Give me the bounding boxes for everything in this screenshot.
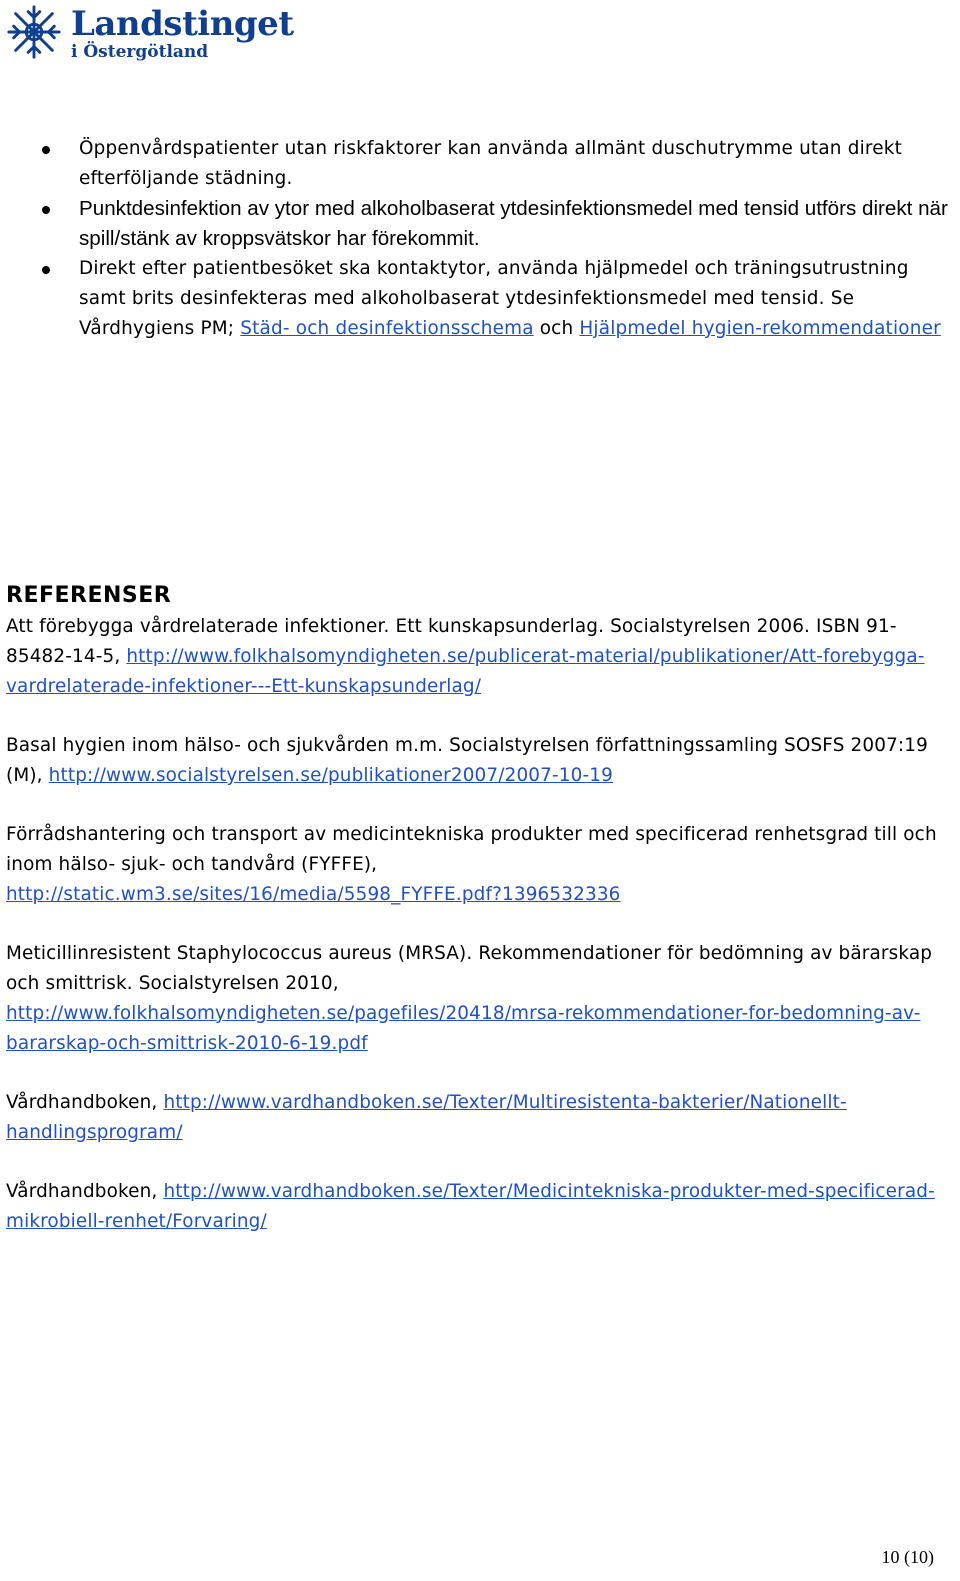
list-item <box>0 134 960 194</box>
bullet-text: Direkt efter patientbesöket ska kontaktytor, använda hjälpmedel och träningsutrustning samt brits desinfekteras med alkoholbaserat ytdesinfektionsmedel med tensid. Se Vårdhygiens PM; <box>79 258 909 339</box>
logo-region: i Östergötland <box>71 42 209 62</box>
reference-item <box>6 820 954 910</box>
link-aids-hygiene-recommendations[interactable]: Hjälpmedel hygien-rekommendationer <box>579 318 941 339</box>
reference-item <box>6 731 954 791</box>
reference-text: Att förebygga vårdrelaterade infektioner. Ett kunskapsunderlag. Socialstyrelsen 2006. ISBN 91-85482-14-5, <box>6 616 897 667</box>
list-item <box>0 254 960 344</box>
reference-item <box>6 612 954 702</box>
reference-text: Förrådshantering och transport av medicintekniska produkter med specificerad renhetsgrad till och inom hälso- sjuk- och tandvård (FYFFE), <box>6 824 937 875</box>
link-cleaning-schedule[interactable]: Städ- och desinfektionsschema <box>240 318 534 339</box>
references-section <box>6 580 954 1266</box>
bullet-list <box>0 134 960 344</box>
bullet-text: Punktdesinfektion av ytor med alkoholbaserat ytdesinfektionsmedel med tensid utförs direkt när spill/stänk av kroppsvätskor har förekommit. <box>79 197 948 250</box>
reference-link[interactable]: http://www.vardhandboken.se/Texter/Medicintekniska-produkter-med-specificerad-mikrobiell-renhet/Forvaring/ <box>6 1181 935 1232</box>
reference-link[interactable]: http://www.socialstyrelsen.se/publikationer2007/2007-10-19 <box>48 765 613 786</box>
reference-text: Basal hygien inom hälso- och sjukvården m.m. Socialstyrelsen författningssamling SOSFS 2007:19 (M), <box>6 735 928 786</box>
header-logo <box>5 3 294 67</box>
list-item <box>0 194 960 254</box>
reference-link[interactable]: http://www.folkhalsomyndigheten.se/publicerat-material/publikationer/Att-forebygga-vardrelaterade-infektioner---Ett-kunskapsunderlag/ <box>6 646 925 697</box>
reference-text: Vårdhandboken, <box>6 1092 158 1113</box>
reference-link[interactable]: http://static.wm3.se/sites/16/media/5598_FYFFE.pdf?1396532336 <box>6 884 621 905</box>
reference-text: Vårdhandboken, <box>6 1181 158 1202</box>
bullet-text: och <box>539 318 574 339</box>
reference-item <box>6 939 954 1059</box>
snowflake-emblem-icon <box>5 3 63 61</box>
reference-link[interactable]: http://www.folkhalsomyndigheten.se/pagefiles/20418/mrsa-rekommendationer-for-bedomning-av-bararskap-och-smittrisk-2010-6-19.pdf <box>6 1003 921 1054</box>
logo-name: Landstinget <box>71 4 294 44</box>
reference-item <box>6 1088 954 1148</box>
references-heading: REFERENSER <box>6 583 172 608</box>
reference-text: Meticillinresistent Staphylococcus aureus (MRSA). Rekommendationer för bedömning av bärarskap och smittrisk. Socialstyrelsen 2010, <box>6 943 933 994</box>
logo-wordmark <box>71 3 294 61</box>
reference-link[interactable]: http://www.vardhandboken.se/Texter/Multiresistenta-bakterier/Nationellt-handlingsprogram/ <box>6 1092 847 1143</box>
bullet-text: Öppenvårdspatienter utan riskfaktorer kan använda allmänt duschutrymme utan direkt efterföljande städning. <box>79 138 903 189</box>
page-number: 10 (10) <box>881 1547 934 1567</box>
reference-item <box>6 1177 954 1237</box>
